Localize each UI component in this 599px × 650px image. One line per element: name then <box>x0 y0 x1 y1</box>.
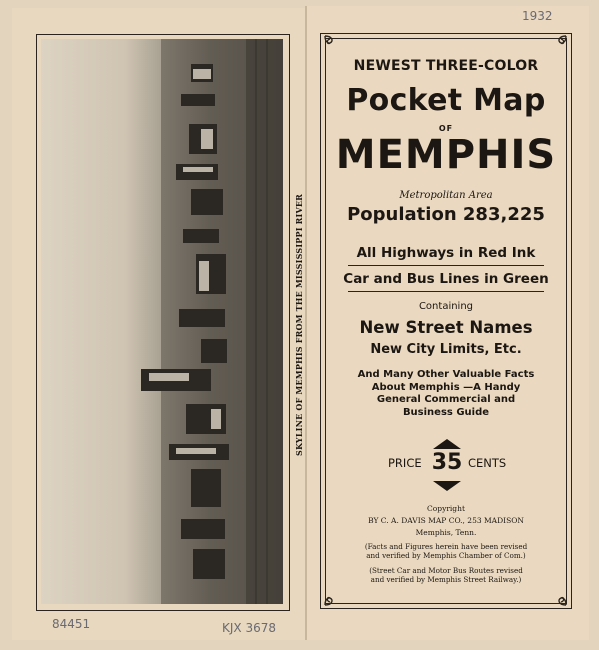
cover-highways: All Highways in Red Ink <box>356 245 536 261</box>
cover-population: Population 283,225 <box>347 204 545 225</box>
cover-containing: Containing <box>418 301 474 312</box>
publisher-city: Memphis, Tenn. <box>415 528 477 537</box>
skyline-photo <box>41 39 283 604</box>
cover-area: Metropolitan Area <box>399 190 493 201</box>
revision-note: and verified by Memphis Chamber of Com.) <box>366 551 526 560</box>
cover-title: Pocket Map <box>346 83 546 118</box>
divider-rule <box>348 291 544 292</box>
price-unit: CENTS <box>468 456 507 470</box>
copyright-label: Copyright <box>427 504 465 513</box>
cover-facts-line: And Many Other Valuable Facts <box>357 369 535 380</box>
cover-headline: NEWEST THREE-COLOR <box>353 58 539 74</box>
corner-ornament-icon <box>545 584 569 608</box>
price-value: 35 <box>431 450 463 475</box>
corner-ornament-icon <box>545 33 569 57</box>
corner-ornament-icon <box>322 33 346 57</box>
cover-facts-line: General Commercial and <box>376 394 516 405</box>
cover-title-of: OF <box>438 124 454 133</box>
handwritten-catalog-code: KJX 3678 <box>222 621 276 635</box>
cover-city-title: MEMPHIS <box>335 132 557 178</box>
price-label: PRICE <box>388 456 422 470</box>
cover-new-streets: New Street Names <box>359 318 533 337</box>
revision-note: (Facts and Figures herein have been revised <box>364 542 528 551</box>
cover-facts-line: Business Guide <box>402 406 490 418</box>
routes-note: and verified by Memphis Street Railway.) <box>370 575 522 584</box>
corner-ornament-icon <box>322 584 346 608</box>
divider-rule <box>348 265 544 266</box>
cover-facts-line: About Memphis —A Handy <box>371 381 521 393</box>
cover-new-limits: New City Limits, Etc. <box>370 342 522 357</box>
photo-caption: SKYLINE OF MEMPHIS FROM THE MISSISSIPPI RIVER <box>294 194 304 456</box>
routes-note: (Street Car and Motor Bus Routes revised <box>369 566 523 575</box>
handwritten-catalog-number: 84451 <box>52 617 91 631</box>
cover-lines: Car and Bus Lines in Green <box>343 271 549 287</box>
publisher: BY C. A. DAVIS MAP CO., 253 MADISON <box>368 516 524 525</box>
handwritten-year: 1932 <box>522 9 553 23</box>
